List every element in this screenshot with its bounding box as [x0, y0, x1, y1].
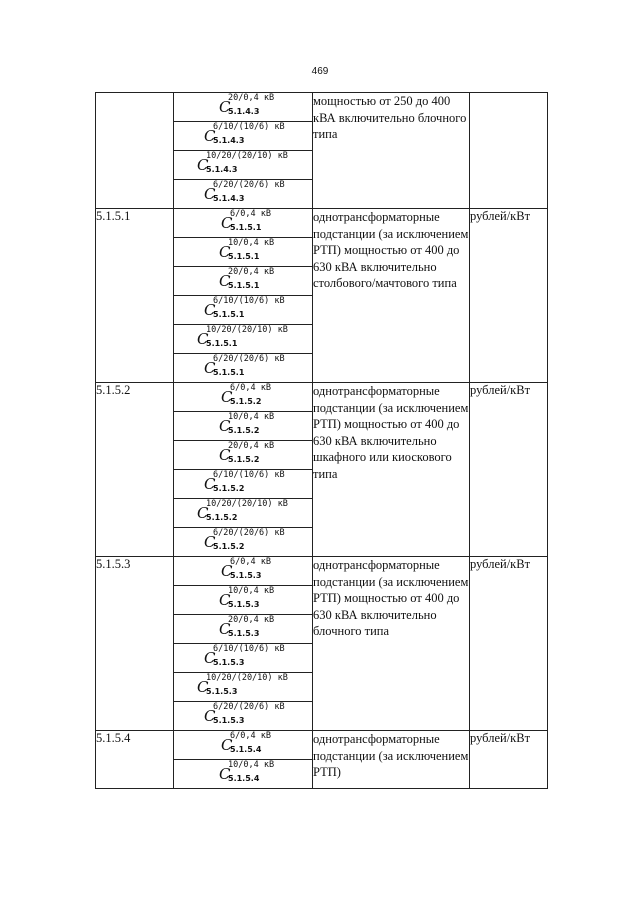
rate-symbol-cell: [174, 267, 313, 296]
rates-table-body: [96, 93, 548, 789]
symbol-superscript: 6/20/(20/6) кВ: [213, 354, 285, 364]
rate-symbol-cell: [174, 644, 313, 673]
rate-symbol: [174, 586, 312, 614]
rate-symbol-cell: [174, 296, 313, 325]
item-description: однотрансформаторные подстанции (за исключением РТП) мощностью от 400 до 630 кВА включительно столбового/мачтового типа: [313, 209, 470, 383]
page-number: 469: [311, 66, 329, 77]
symbol-subscript: 5.1.5.3: [213, 658, 245, 667]
symbol-superscript: 10/0,4 кВ: [228, 238, 275, 248]
rate-symbol: [174, 441, 312, 469]
symbol-superscript: 10/0,4 кВ: [228, 586, 275, 596]
symbol-superscript: 10/20/(20/10) кВ: [206, 499, 288, 509]
symbol-base: C: [219, 591, 231, 609]
symbol-subscript: 5.1.5.1: [228, 281, 260, 290]
symbol-base: C: [204, 475, 216, 493]
item-code: [96, 93, 174, 209]
symbol-base: C: [204, 185, 216, 203]
symbol-superscript: 6/0,4 кВ: [230, 383, 271, 393]
rate-symbol-cell: [174, 93, 313, 122]
symbol-subscript: 5.1.5.1: [206, 339, 238, 348]
symbol-subscript: 5.1.5.2: [213, 484, 245, 493]
rate-symbol: [174, 325, 312, 353]
rate-symbol: [174, 151, 312, 179]
symbol-base: C: [197, 504, 209, 522]
symbol-base: C: [219, 417, 231, 435]
symbol-base: C: [204, 301, 216, 319]
symbol-base: C: [204, 127, 216, 145]
symbol-superscript: 6/0,4 кВ: [230, 557, 271, 567]
rate-symbol: [174, 557, 312, 585]
rate-symbol: [174, 238, 312, 266]
rate-symbol-cell: [174, 325, 313, 354]
rate-symbol-cell: [174, 412, 313, 441]
rate-symbol: [174, 702, 312, 730]
rate-symbol: [174, 296, 312, 324]
symbol-superscript: 6/10/(10/6) кВ: [213, 644, 285, 654]
symbol-superscript: 10/0,4 кВ: [228, 412, 275, 422]
rate-symbol-cell: [174, 354, 313, 383]
rates-table: [95, 92, 548, 789]
symbol-superscript: 10/20/(20/10) кВ: [206, 151, 288, 161]
symbol-subscript: 5.1.5.1: [228, 252, 260, 261]
symbol-base: C: [204, 359, 216, 377]
symbol-superscript: 6/10/(10/6) кВ: [213, 470, 285, 480]
symbol-subscript: 5.1.5.2: [213, 542, 245, 551]
rate-symbol: [174, 470, 312, 498]
symbol-subscript: 5.1.5.1: [213, 310, 245, 319]
symbol-superscript: 6/0,4 кВ: [230, 209, 271, 219]
symbol-subscript: 5.1.5.1: [213, 368, 245, 377]
symbol-subscript: 5.1.5.3: [213, 716, 245, 725]
table-row: [96, 557, 548, 586]
rate-symbol-cell: [174, 673, 313, 702]
symbol-subscript: 5.1.5.3: [228, 629, 260, 638]
item-description: однотрансформаторные подстанции (за исключением РТП) мощностью от 400 до 630 кВА включительно блочного типа: [313, 557, 470, 731]
symbol-subscript: 5.1.5.3: [228, 600, 260, 609]
item-description: однотрансформаторные подстанции (за исключением РТП) мощностью от 400 до 630 кВА включительно шкафного или киоскового типа: [313, 383, 470, 557]
symbol-superscript: 20/0,4 кВ: [228, 441, 275, 451]
symbol-subscript: 5.1.4.3: [228, 107, 260, 116]
symbol-base: C: [219, 243, 231, 261]
symbol-subscript: 5.1.5.2: [228, 426, 260, 435]
table-row: [96, 383, 548, 412]
symbol-subscript: 5.1.5.4: [228, 774, 260, 783]
item-code: 5.1.5.1: [96, 209, 174, 383]
rate-symbol: [174, 267, 312, 295]
symbol-subscript: 5.1.5.1: [230, 223, 262, 232]
rate-symbol: [174, 760, 312, 788]
symbol-base: C: [221, 214, 233, 232]
rate-symbol-cell: [174, 731, 313, 760]
item-unit: рублей/кВт: [470, 209, 548, 383]
item-unit: рублей/кВт: [470, 731, 548, 789]
rate-symbol: [174, 499, 312, 527]
item-code: 5.1.5.4: [96, 731, 174, 789]
rate-symbol-cell: [174, 122, 313, 151]
rate-symbol: [174, 615, 312, 643]
rate-symbol: [174, 673, 312, 701]
rate-symbol: [174, 528, 312, 556]
symbol-subscript: 5.1.5.2: [230, 397, 262, 406]
symbol-subscript: 5.1.5.3: [206, 687, 238, 696]
symbol-base: C: [219, 98, 231, 116]
item-code: 5.1.5.2: [96, 383, 174, 557]
symbol-superscript: 6/10/(10/6) кВ: [213, 296, 285, 306]
item-code: 5.1.5.3: [96, 557, 174, 731]
rate-symbol: [174, 731, 312, 759]
rate-symbol-cell: [174, 180, 313, 209]
rate-symbol-cell: [174, 209, 313, 238]
rate-symbol-cell: [174, 151, 313, 180]
rate-symbol: [174, 354, 312, 382]
rate-symbol-cell: [174, 760, 313, 789]
rate-symbol-cell: [174, 238, 313, 267]
rate-symbol: [174, 644, 312, 672]
rate-symbol: [174, 412, 312, 440]
symbol-superscript: 6/0,4 кВ: [230, 731, 271, 741]
symbol-base: C: [204, 649, 216, 667]
symbol-base: C: [197, 330, 209, 348]
symbol-subscript: 5.1.4.3: [213, 136, 245, 145]
rate-symbol: [174, 93, 312, 121]
symbol-subscript: 5.1.5.2: [228, 455, 260, 464]
table-row: [96, 731, 548, 760]
item-description: мощностью от 250 до 400 кВА включительно блочного типа: [313, 93, 470, 209]
symbol-superscript: 10/20/(20/10) кВ: [206, 325, 288, 335]
symbol-subscript: 5.1.4.3: [206, 165, 238, 174]
rate-symbol-cell: [174, 557, 313, 586]
symbol-superscript: 10/20/(20/10) кВ: [206, 673, 288, 683]
item-unit: рублей/кВт: [470, 383, 548, 557]
symbol-superscript: 6/10/(10/6) кВ: [213, 122, 285, 132]
rate-symbol-cell: [174, 702, 313, 731]
rate-symbol: [174, 122, 312, 150]
symbol-subscript: 5.1.4.3: [213, 194, 245, 203]
symbol-subscript: 5.1.5.3: [230, 571, 262, 580]
item-unit: рублей/кВт: [470, 557, 548, 731]
symbol-base: C: [219, 620, 231, 638]
symbol-base: C: [204, 533, 216, 551]
symbol-base: C: [219, 446, 231, 464]
item-description: однотрансформаторные подстанции (за исключением РТП): [313, 731, 470, 789]
symbol-base: C: [204, 707, 216, 725]
symbol-base: C: [197, 156, 209, 174]
rate-symbol-cell: [174, 528, 313, 557]
rate-symbol-cell: [174, 470, 313, 499]
symbol-superscript: 20/0,4 кВ: [228, 93, 275, 103]
rate-symbol: [174, 383, 312, 411]
symbol-superscript: 6/20/(20/6) кВ: [213, 528, 285, 538]
rate-symbol-cell: [174, 441, 313, 470]
item-unit: [470, 93, 548, 209]
symbol-base: C: [197, 678, 209, 696]
symbol-base: C: [219, 765, 231, 783]
symbol-subscript: 5.1.5.4: [230, 745, 262, 754]
symbol-superscript: 20/0,4 кВ: [228, 615, 275, 625]
symbol-base: C: [219, 272, 231, 290]
symbol-subscript: 5.1.5.2: [206, 513, 238, 522]
symbol-base: C: [221, 736, 233, 754]
rate-symbol: [174, 209, 312, 237]
symbol-base: C: [221, 388, 233, 406]
symbol-base: C: [221, 562, 233, 580]
rate-symbol-cell: [174, 586, 313, 615]
rate-symbol-cell: [174, 499, 313, 528]
rate-symbol-cell: [174, 615, 313, 644]
symbol-superscript: 20/0,4 кВ: [228, 267, 275, 277]
symbol-superscript: 6/20/(20/6) кВ: [213, 180, 285, 190]
rate-symbol: [174, 180, 312, 208]
table-row: [96, 209, 548, 238]
symbol-superscript: 10/0,4 кВ: [228, 760, 275, 770]
rate-symbol-cell: [174, 383, 313, 412]
table-row: [96, 93, 548, 122]
symbol-superscript: 6/20/(20/6) кВ: [213, 702, 285, 712]
